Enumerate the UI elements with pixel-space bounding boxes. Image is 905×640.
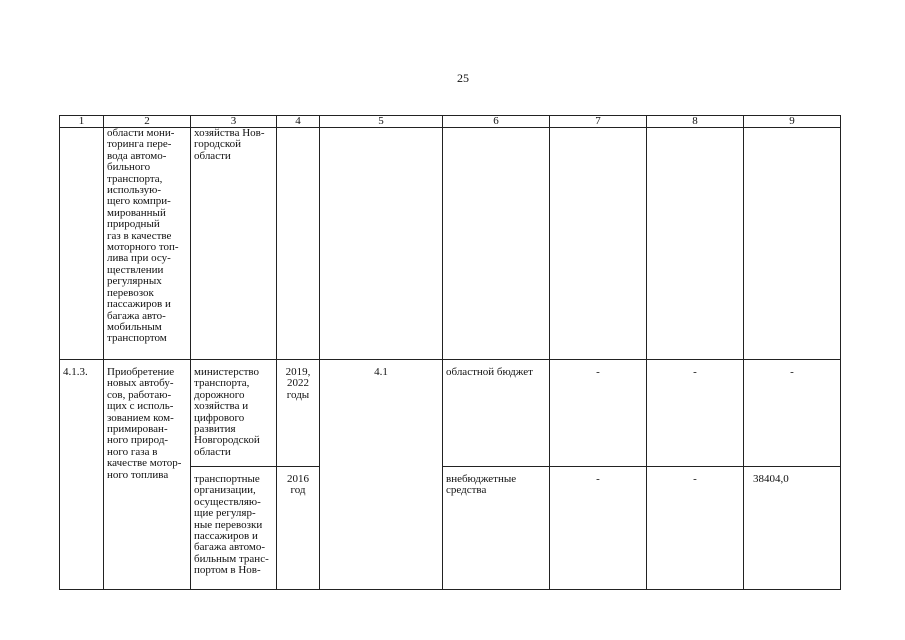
cell-executor: хозяйства Нов- городской области bbox=[191, 128, 277, 360]
table-row-continuation bbox=[60, 128, 841, 360]
cell-period: 2016 год bbox=[277, 467, 320, 590]
cell-col9 bbox=[744, 467, 841, 590]
program-table bbox=[59, 115, 841, 590]
cell-col9 bbox=[744, 360, 841, 467]
cell-executor: транспортные организации, осуществляю- щие регуляр- ные перевозки пассажиров и багажа автомо- бильным транс- портом в Нов- bbox=[191, 467, 277, 590]
page-number: 25 bbox=[457, 71, 469, 85]
cell-executor: министерство транспорта, дорожного хозяйства и цифрового развития Новгородской области bbox=[191, 360, 277, 467]
cell-period: 2019, 2022 годы bbox=[277, 360, 320, 467]
dash-value: - bbox=[596, 473, 600, 485]
cell-measure-name: Приобретение новых автобу- сов, работаю- щих с исполь- зованием ком- примирован- ного природ- ного газа в качестве мотор- ного топлива bbox=[104, 360, 191, 590]
cell-source: внебюджетные средства bbox=[443, 467, 550, 590]
cell-source: областной бюджет bbox=[443, 360, 550, 467]
column-number: 4 bbox=[277, 116, 320, 128]
column-number: 1 bbox=[60, 116, 104, 128]
cell-indicator bbox=[320, 128, 443, 360]
dash-value: - bbox=[693, 366, 697, 378]
cell-col8 bbox=[647, 128, 744, 360]
dash-value: - bbox=[790, 366, 794, 378]
cell-indicator: 4.1 bbox=[320, 360, 443, 590]
dash-value: - bbox=[693, 473, 697, 485]
column-number: 6 bbox=[443, 116, 550, 128]
column-number: 2 bbox=[104, 116, 191, 128]
cell-number: 4.1.3. bbox=[60, 360, 104, 590]
column-number: 3 bbox=[191, 116, 277, 128]
cell-source bbox=[443, 128, 550, 360]
cell-col9 bbox=[744, 128, 841, 360]
cell-measure-name: области мони- торинга пере- вода автомо- бильного транспорта, использую- щего компри- мированный природный газ в качестве моторного топ- лива при осу- ществлении регулярных перевозок пассажиров и багажа авто- мобильным транспортом bbox=[104, 128, 191, 360]
cell-col7 bbox=[550, 360, 647, 467]
table-row-4-1-3-regional bbox=[60, 360, 841, 467]
cell-col8 bbox=[647, 467, 744, 590]
cell-period bbox=[277, 128, 320, 360]
column-number: 5 bbox=[320, 116, 443, 128]
column-number: 7 bbox=[550, 116, 647, 128]
column-number-row bbox=[60, 116, 841, 128]
column-number: 8 bbox=[647, 116, 744, 128]
cell-col8 bbox=[647, 360, 744, 467]
cell-col7 bbox=[550, 467, 647, 590]
cell-col7 bbox=[550, 128, 647, 360]
dash-value: - bbox=[596, 366, 600, 378]
amount-value: 38404,0 bbox=[753, 473, 789, 485]
column-number: 9 bbox=[744, 116, 841, 128]
cell-number bbox=[60, 128, 104, 360]
